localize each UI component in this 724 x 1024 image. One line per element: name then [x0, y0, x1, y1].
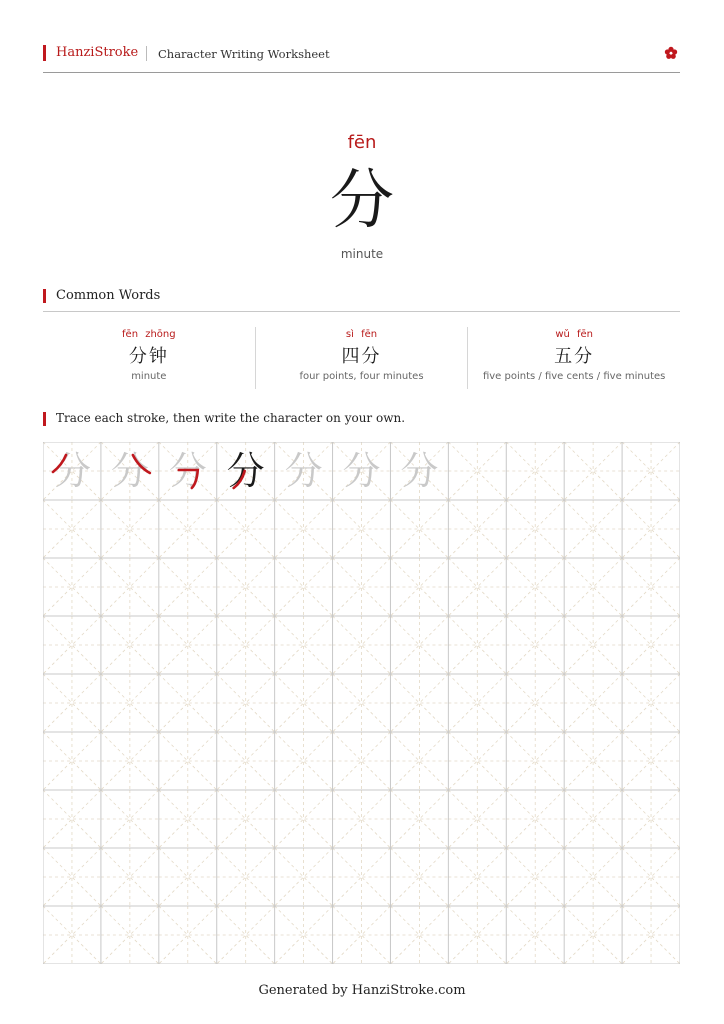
stroke-order-character: 分 [110, 449, 149, 493]
word-meaning: five points / five cents / five minutes [482, 371, 666, 382]
trace-ghost-character: 分 [342, 449, 381, 493]
worksheet-header [43, 43, 680, 73]
word-meaning: minute [131, 371, 167, 382]
character-pinyin: fēn [347, 132, 377, 153]
word-pinyin: fēn zhōng [122, 329, 176, 340]
footer-credit: Generated by HanziStroke.com [258, 983, 466, 998]
common-words-title: Common Words [56, 288, 161, 303]
practice-instruction: Trace each stroke, then write the character on your own. [56, 411, 406, 425]
header-accent-bar [43, 45, 46, 61]
word-card [255, 327, 468, 389]
practice-grid-canvas [43, 442, 680, 964]
stroke-order-character: 分 [52, 449, 91, 493]
word-hanzi: 分钟 [128, 346, 169, 367]
word-pinyin: sì fēn [345, 329, 378, 340]
word-hanzi: 四分 [341, 346, 382, 367]
word-pinyin: wǔ fēn [555, 329, 594, 340]
common-words-list [43, 327, 680, 389]
section-accent-bar [43, 289, 46, 303]
character-meaning: minute [340, 247, 384, 261]
plum-blossom-icon [664, 46, 678, 60]
word-meaning: four points, four minutes [299, 371, 424, 382]
section-accent-bar [43, 412, 46, 426]
trace-ghost-character: 分 [400, 449, 439, 493]
word-card [43, 327, 255, 389]
trace-ghost-character: 分 [284, 449, 323, 493]
stroke-order-character: 分 [226, 449, 265, 493]
header-divider [146, 46, 147, 61]
word-card [467, 327, 680, 389]
practice-grid[interactable] [43, 442, 680, 964]
character-hanzi: 分 [330, 164, 394, 238]
word-hanzi: 五分 [554, 346, 595, 367]
brand-name[interactable]: HanziStroke [56, 45, 139, 60]
worksheet-subtitle: Character Writing Worksheet [158, 47, 330, 61]
section-divider [43, 311, 680, 312]
stroke-order-character: 分 [168, 449, 207, 493]
